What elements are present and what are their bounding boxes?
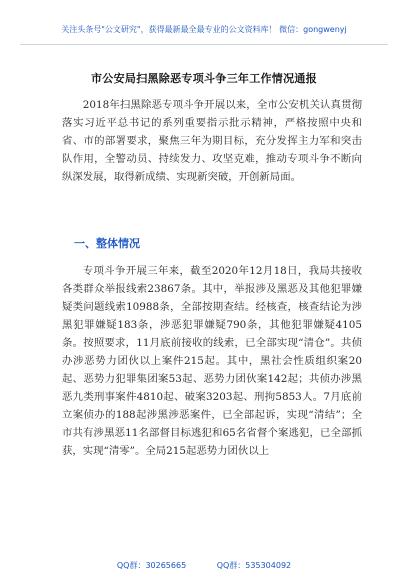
- footer: [0, 560, 408, 571]
- section-paragraph: 专项斗争开展三年来，截至2020年12月18日，我局共接收各类群众举报线索23867条。其中，举报涉及黑恶及其他犯罪嫌疑类问题线索10988条，全部按期查结。经核查，核查结论为涉黑犯罪嫌疑183条，涉恶犯罪嫌疑790条，其他犯罪嫌疑4105条。按照要求，11月底前接收的线索，已全部实现“清仓”。共侦办涉恶势力团伙以上案件215起。其中，黑社会性质组织案20起、恶势力犯罪集团案53起、恶势力团伙案142起；共侦办涉黑恶九类刑事案件4810起、破案3203起、刑拘5853人。7月底前立案侦办的188起涉黑涉恶案件，已全部起诉，实现“清结”；全市共有涉黑恶11名部督目标逃犯和65名省督个案逃犯，已全部抓获，实现“清零”。全局215起恶势力团伙以上: [62, 265, 362, 457]
- header-banner: 关注头条号"公文研究"，获得最新最全最专业的公文资料库！ 微信：gongwenyj: [61, 25, 347, 34]
- section-heading: 一、整体情况: [74, 237, 140, 250]
- footer-qq-group-1: QQ群：30265665: [116, 561, 187, 570]
- document-title: 市公安局扫黑除恶专项斗争三年工作情况通报: [91, 72, 317, 85]
- footer-qq-group-2: QQ群：535304092: [216, 561, 292, 570]
- header-divider: [20, 44, 388, 45]
- intro-paragraph: 2018年扫黑除恶专项斗争开展以来，全市公安机关认真贯彻落实习近平总书记的系列重要指示批示精神，严格按照中央和省、市的部署要求，聚焦三年为期目标，充分发挥主力军和突击队作用，全警动员、持续发力、攻坚克难，推动专项斗争不断向纵深发展，取得新成绩、实现新突破，开创新局面。: [62, 99, 362, 183]
